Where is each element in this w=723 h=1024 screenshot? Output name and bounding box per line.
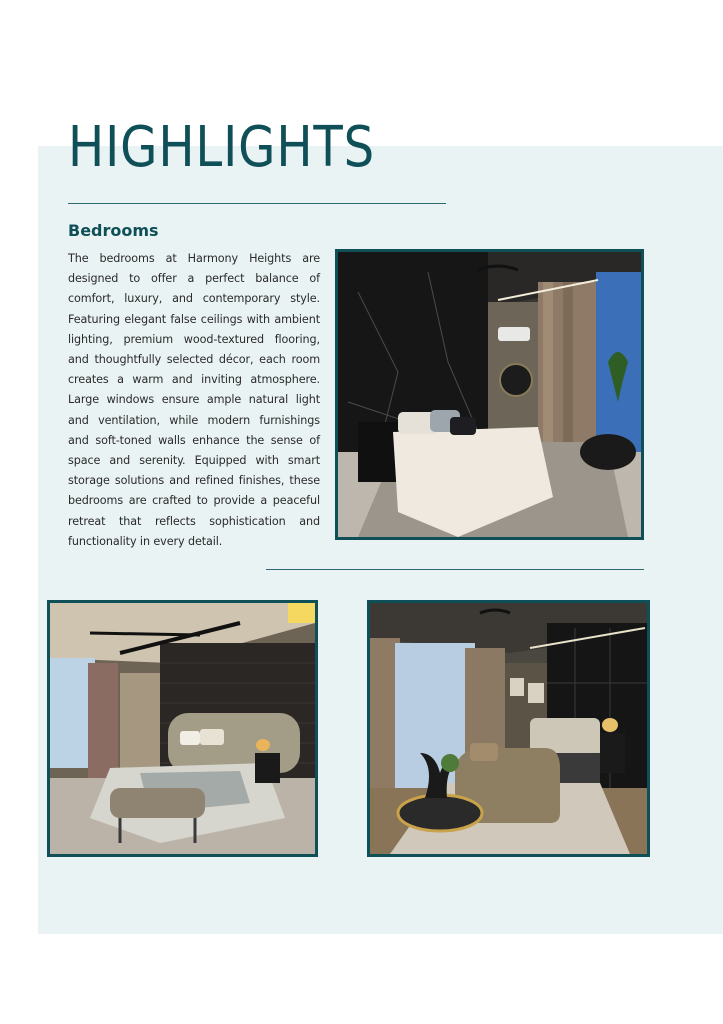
bedroom-photo-main	[335, 249, 644, 540]
section-body-text: The bedrooms at Harmony Heights are designed to offer a perfect balance of comfort, luxury, and contemporary style. Featuring elegant false ceilings with ambient lighting, premium wood-textured flooring, and thoughtfully selected décor, each room creates a warm and inviting atmosphere. Large windows ensure ample natural light and ventilation, while modern furnishings and soft-toned walls enhance the sense of space and serenity. Equipped with smart storage solutions and refined finishes, these bedrooms are crafted to provide a peaceful retreat that reflects sophistication and functionality in every detail.	[68, 252, 320, 548]
title-divider	[68, 203, 446, 204]
bedroom-photo-lounge	[367, 600, 650, 857]
section-divider	[266, 569, 644, 570]
section-heading: Bedrooms	[68, 221, 159, 240]
bedroom-photo-secondary	[47, 600, 318, 857]
page-title: HIGHLIGHTS	[68, 115, 376, 180]
